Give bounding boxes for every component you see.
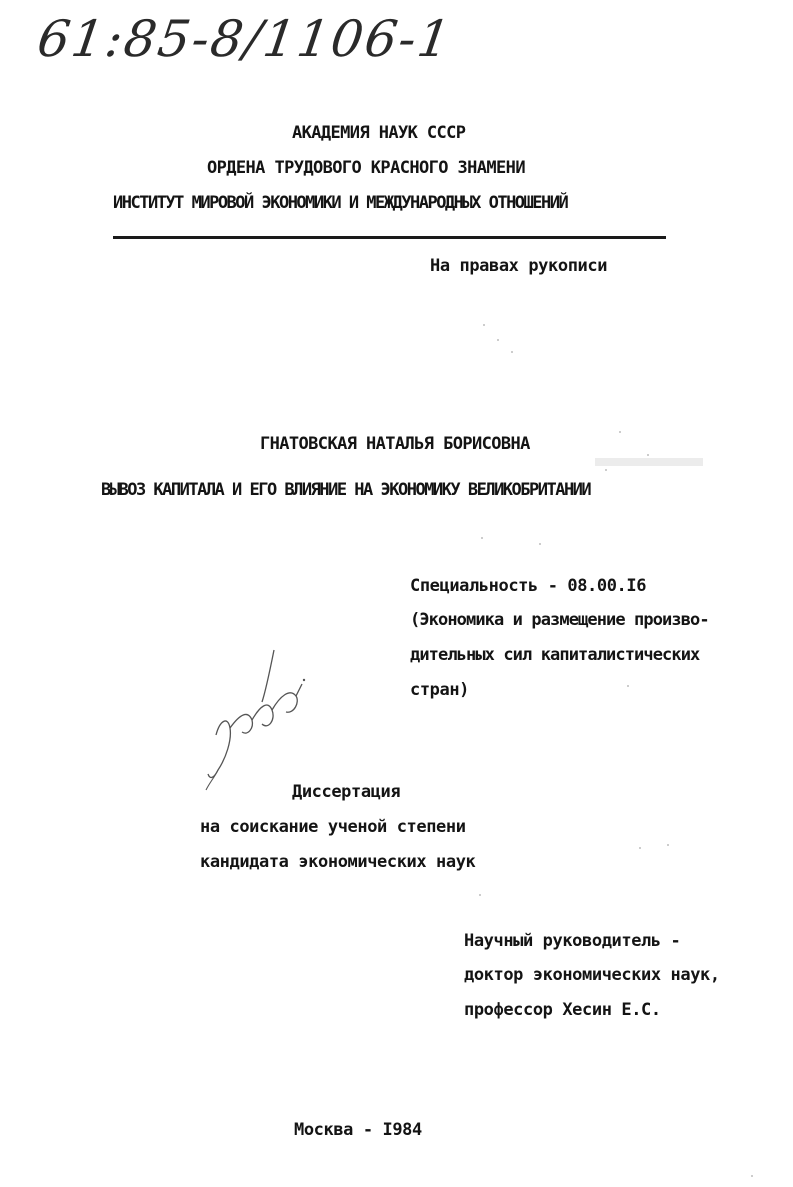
archive-code: 61:85-8/1106-1 — [33, 10, 456, 68]
header-order: ОРДЕНА ТРУДОВОГО КРАСНОГО ЗНАМЕНИ — [207, 158, 525, 178]
dissertation-line-2: на соискание ученой степени — [200, 817, 466, 837]
supervisor-line-2: доктор экономических наук, — [464, 965, 720, 985]
dissertation-line-3: кандидата экономических наук — [200, 852, 476, 872]
supervisor-line-1: Научный руководитель - — [464, 931, 681, 951]
header-institute: ИНСТИТУТ МИРОВОЙ ЭКОНОМИКИ И МЕЖДУНАРОДНЫХ ОТНОШЕНИЙ — [113, 193, 568, 213]
supervisor-line-3: профессор Хесин Е.С. — [464, 1000, 661, 1020]
dissertation-line-1: Диссертация — [292, 782, 401, 802]
specialty-line-3: дительных сил капиталистических — [410, 645, 700, 665]
author-name: ГНАТОВСКАЯ НАТАЛЬЯ БОРИСОВНА — [260, 434, 530, 454]
specialty-line-4: стран) — [410, 680, 470, 700]
dissertation-title: ВЫВОЗ КАПИТАЛА И ЕГО ВЛИЯНИЕ НА ЭКОНОМИКУ ВЕЛИКОБРИТАНИИ — [101, 480, 591, 500]
manuscript-note: На правах рукописи — [430, 256, 608, 276]
header-divider — [113, 236, 666, 239]
specialty-line-1: Специальность - 08.00.I6 — [410, 576, 647, 596]
specialty-line-2: (Экономика и размещение произво- — [410, 610, 709, 630]
header-academy: АКАДЕМИЯ НАУК СССР — [292, 123, 466, 143]
city-year: Москва - I984 — [294, 1120, 422, 1140]
